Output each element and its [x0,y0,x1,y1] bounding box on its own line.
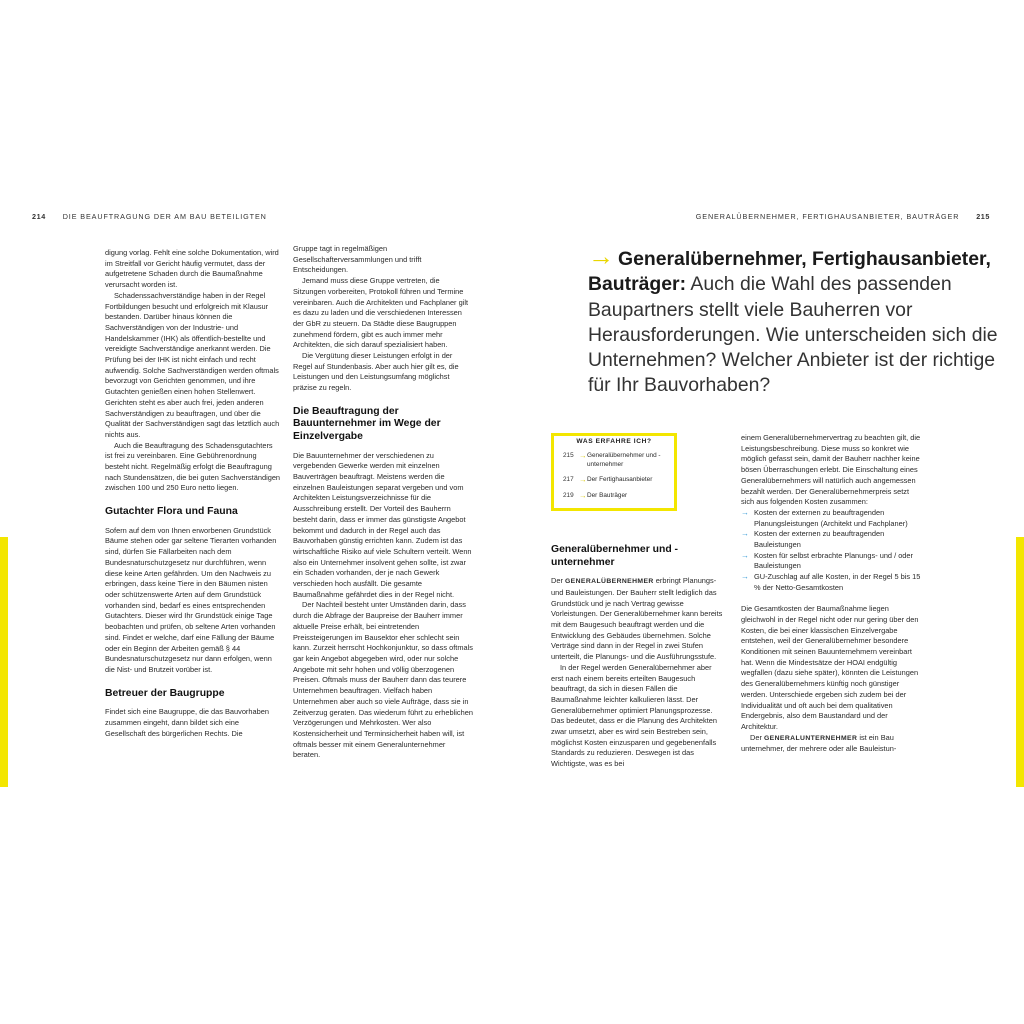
arrow-right-icon: → [579,451,587,460]
section-heading: Generalübernehmer und -unternehmer [551,544,679,568]
page-number-left: 214 [32,212,46,221]
info-box-page: 215 [563,452,574,459]
running-title-left: DIE BEAUFTRAGUNG DER AM BAU BETEILIGTEN [62,212,267,221]
section-heading: Gutachter Flora und Fauna [105,506,238,518]
text-column-2 [293,244,473,761]
arrow-right-icon: → [588,241,614,271]
running-title-right: GENERALÜBERNEHMER, FERTIGHAUSANBIETER, BAUTRÄGER [695,212,960,221]
arrow-right-icon: → [579,491,587,501]
paragraph: digung vorlag. Fehlt eine solche Dokumentation, wird im Streitfall vor Gericht häufig vermutet, dass der aufgetretene Schaden durch die Baumaßnahme verursacht worden ist. [105,248,279,290]
text-column-3 [551,544,725,770]
paragraph: Auch die Beauftragung des Schadensgutachters ist frei zu vereinbaren. Eine Gebührenordnung besteht nicht. Regelmäßig erfolgt die Beauftragung nach Stundensätzen, die bei guten Sachverständigen zwischen 100 und 250 Euro netto liegen. [105,440,281,493]
arrow-right-icon: → [741,529,749,539]
paragraph: Schadenssachverständige haben in der Regel Fortbildungen besucht und erfolgreich mit Klausur bestanden. Darüber hinaus können die Sachverständigen von der Industrie- und Handelskammer (IHK) als öffentlich-bestellte und vereidigte Sachverständige anerkannt werden. Die Prüfung bei der IHK ist nicht einfach und recht aufwendig. Solche Sachverständigen werden oftmals bevorzugt von Gerichten genommen, und ihre Gutachten genießen einen hohen Stellenwert. Gerichten steht es aber auch frei, jeden anderen Sachverständigen zu beauftragen, und über die Qualität der Sachverständigen sagt das letztlich auch nichts aus. [105,290,280,439]
paragraph: Gruppe tagt in regelmäßigen Gesellschafterversammlungen und trifft Entscheidungen. [293,244,422,275]
term-highlight: GENERALUNTERNEHMER [763,734,858,742]
arrow-right-icon: → [741,550,749,560]
info-box-item[interactable] [563,452,670,469]
cost-list [741,508,921,594]
text-column-1 [105,248,281,739]
chapter-intro [588,241,1008,399]
info-box-page: 217 [563,476,574,484]
info-box-page: 219 [563,492,574,500]
list-item: → GU-Zuschlag auf alle Kosten, in der Regel 5 bis 15 % der Netto-Gesamtkosten [741,572,921,592]
arrow-right-icon: → [741,507,749,517]
section-heading: Die Beauftragung der Bauunternehmer im Wege der Einzelvergabe [293,405,441,443]
arrow-right-icon: → [741,572,749,582]
paragraph: Jemand muss diese Gruppe vertreten, die Sitzungen vorbereiten, Protokoll führen und Termine vereinbaren. Auch die Architekten und Fachplaner gilt es dazu zu laden und die verschiedenen Interessen der GbR zu steuern. Da Städte diese Baugruppen zunehmend fördern, gibt es auch immer mehr Architekten, die sich darauf spezialisiert haben. [293,276,469,350]
intro-text: Auch die Wahl des passenden Baupartners stellt viele Bauherren vor Herausforderungen. Wie unterscheiden sich die Unternehmen? Welcher Anbieter ist der richtige für Ihr Bauvorhaben? [588,273,998,397]
paragraph: einem Generalübernehmervertrag zu beachten gilt, die Leistungsbeschreibung. Diese muss so konkret wie möglich gefasst sein, damit der Bauherr nachher keine bösen Überraschungen erlebt. Die Einschaltung eines Generalübernehmers will natürlich auch angemessen bezahlt werden. Der Generalübernehmerpreis setzt sich aus folgenden Kosten zusammen: [741,433,921,507]
info-box-item[interactable] [563,492,670,501]
info-box-item[interactable] [563,476,670,485]
yellow-edge-marker-left [0,537,8,787]
paragraph: Die Bauunternehmer der verschiedenen zu vergebenden Gewerke werden mit einzelnen Bauverträgen beauftragt. Meistens werden die einzelnen Bauleistungen separat vergeben und vom Architekten Leistungsverzeichnisse für die Ausschreibung erstellt. Der Vorteil des Bauherrn besteht darin, dass er immer das günstigste Angebot bekommt und dadurch in der Regel auch das Bauvorhaben günstig errichten kann. Zudem ist das wirtschaftliche Risiko auf viele Schultern verteilt. Wenn also ein Unternehmer insolvent gehen sollte, ist zwar ein Schaden vorhanden, der je nach Gewerk verschieden hoch ausfällt. Die gesamte Baumaßnahme gefährdet dies in der Regel nicht. [293,450,472,599]
paragraph: In der Regel werden Generalübernehmer aber erst nach einem bereits erteilten Baugesuch beauftragt, da sich in diesen Fällen die Baumaßnahme leichter kalkulieren lässt. Der Generalübernehmer optimiert Planungsprozesse. Das bedeutet, dass er die Planung des Architekten zwar umsetzt, aber es wird sein Bestreben sein, möglichst Kosten einzusparen und gegebenenfalls Standards zu reduzieren. Deswegen ist das Wichtigste, was es bei [551,662,717,769]
paragraph: Findet sich eine Baugruppe, die das Bauvorhaben zusammen eingeht, dann bildet sich eine Gesellschaft des bürgerlichen Rechts. Die [105,707,269,738]
list-item: → Kosten der externen zu beauftragenden Planungsleistungen (Architekt und Fachplaner) [741,507,908,528]
paragraph: Die Gesamtkosten der Baumaßnahme liegen gleichwohl in der Regel nicht oder nur gering über den Kosten, die bei einer klassischen Einzelvergabe entstehen, weil der Generalübernehmer besondere Konditionen mit seinen Bauunternehmern vereinbart hat. Wenn die Mindestsätze der HOAI endgültig wegfallen (dazu siehe später), könnten die Leistungen des Generalübernehmers künftig noch günstiger werden. Unterschiede ergeben sich zudem bei der Individualität und oft auch bei dem qualitativen Endergebnis, also dem Baustandard und der Architektur. [741,604,919,731]
intro-bold-lead: Generalübernehmer, Fertighausanbieter, Bauträger: [588,248,991,296]
paragraph: Der Nachteil besteht unter Umständen darin, dass durch die Abfrage der Baupreise der Bauherr immer aktuelle Preise erhält, bei eintretenden Preissteigerungen im Bausektor eher schlecht sein kann. Zurzeit herrscht Hochkonjunktur, so dass oftmals gar kein Angebot abgegeben wird, oder nur solche Angebote mit sehr hohen und völlig überzogenen Preisen. Oftmals muss der Bauherr dann das teurere Unternehmen beauftragen. Vielfach haben Unternehmen aber auch so viele Aufträge, dass sie in Zeitverzug geraten. Das wiederum führt zu erheblichen Verzögerungen und Mehrkosten. Wer also Kostensicherheit und Terminsicherheit haben will, ist oftmals besser mit einem Generalunternehmer beraten. [293,600,473,760]
info-box-label: Generalübernehmer und -unternehmer [587,452,661,468]
paragraph: Die Vergütung dieser Leistungen erfolgt in der Regel auf Stundenbasis. Aber auch hier gilt es, die Leistungen und den Leistungsumfang möglichst präzise zu regeln. [293,351,459,393]
paragraph: Sofern auf dem von Ihnen erworbenen Grundstück Bäume stehen oder gar seltene Tierarten vorhanden sind, dürfen Sie Fällarbeiten nach dem Bundesnaturschutzgesetz nur durchführen, wenn diese keine Arten gefährden. Um den Nachweis zu erbringen, dass keine Tiere in den Bäumen nisten oder schützenswerte Arten auf dem Grundstück vorhanden sind, bedarf es eines entsprechenden Gutachters. Dieser wird Ihr Grundstück einige Tage beobachten und prüfen, ob seltene Arten vorhanden sind. Findet er welche, darf eine Fällung der Bäume oder ein Beginn der Arbeiten gemäß § 44 Bundesnaturschutzgesetz nur dann erfolgen, wenn die Nist- und Brutzeit vorüber ist. [105,525,277,674]
list-item: → Kosten der externen zu beauftragenden Bauleistungen [741,529,885,550]
paragraph: Der GENERALUNTERNEHMER ist ein Bau unternehmer, der mehrere oder alle Bauleistun- [741,732,897,754]
arrow-right-icon: → [579,475,587,485]
info-box-list [563,452,670,508]
info-box-title: WAS ERFAHRE ICH? [571,438,656,445]
info-box-label: Der Fertighausanbieter [587,476,653,484]
term-highlight: GENERALÜBERNEHMER [564,578,654,586]
page-number-right: 215 [976,212,990,221]
info-box-label: Der Bauträger [587,492,628,500]
text-column-4 [741,433,921,755]
running-header-left [32,212,267,221]
section-heading: Betreuer der Baugruppe [105,687,225,699]
paragraph: Der GENERALÜBERNEHMER erbringt Planungs- und Bauleistungen. Der Bauherr stellt lediglich das Grundstück und je nach Vertrag gewisse Vorleistungen. Der Generalübernehmer kann bereits mit dem Baugesuch beauftragt werden und die Entwicklung des Gebäudes übernehmen. Solche Verträge sind dann in der Regel in zwei Stufen unterteilt, die Planungs- und die Ausführungsstufe. [551,576,723,662]
running-header-right [696,212,990,221]
list-item: → Kosten für selbst erbrachte Planungs- und / oder Bauleistungen [741,550,913,571]
yellow-edge-marker-right [1016,537,1024,787]
info-box [551,433,677,511]
